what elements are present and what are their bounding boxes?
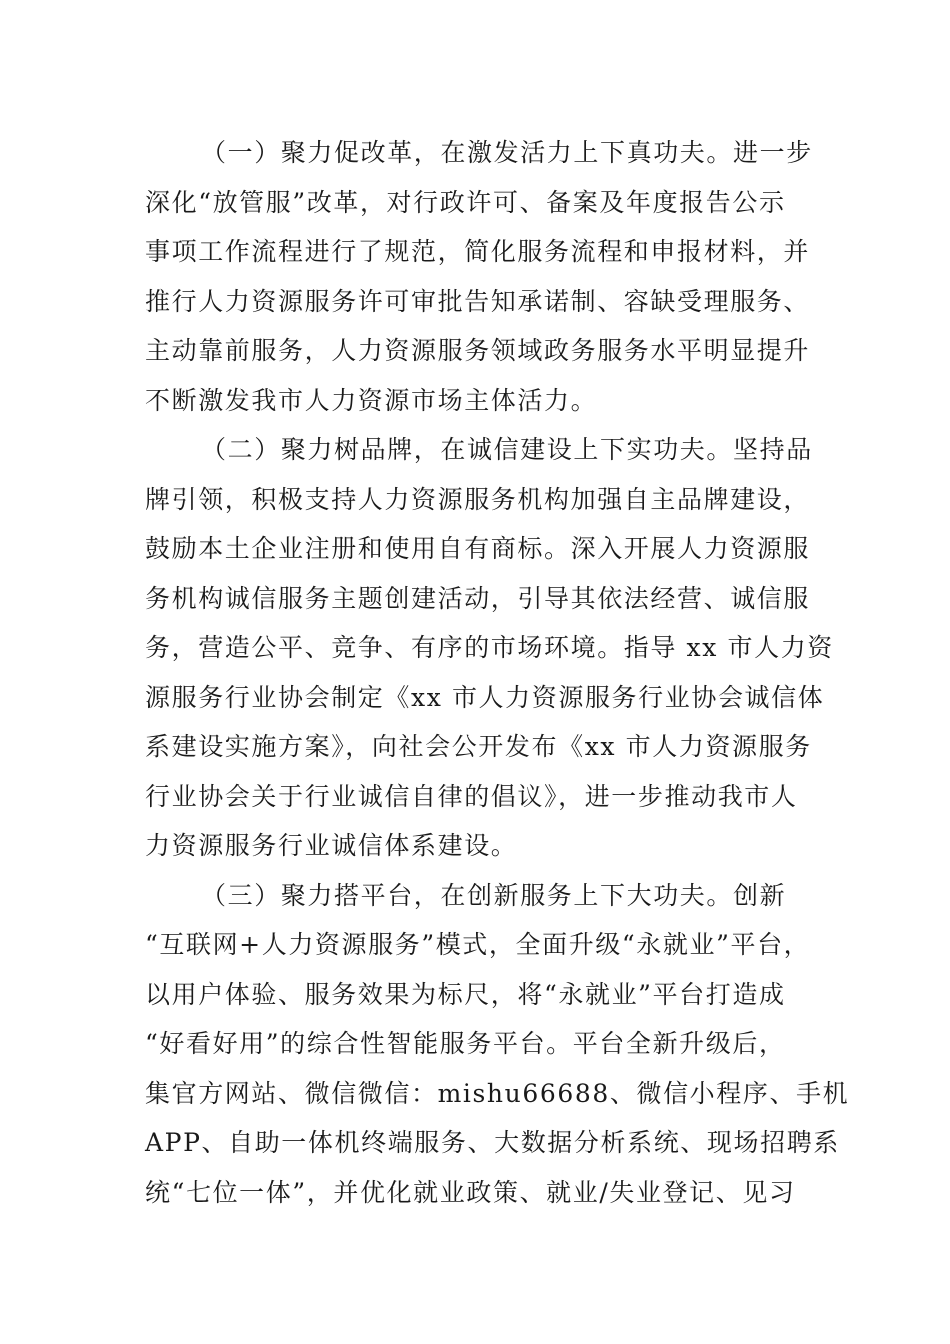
paragraph-1: [145, 128, 815, 425]
text-line: 集官方网站、微信微信：mishu66688、微信小程序、手机: [145, 1078, 850, 1108]
paragraph-2: [145, 425, 834, 871]
text-line: 行业协会关于行业诚信自律的倡议》，进一步推动我市人: [145, 781, 798, 811]
text-line: 以用户体验、服务效果为标尺，将“永就业”平台打造成: [145, 979, 786, 1009]
text-line: 务机构诚信服务主题创建活动，引导其依法经营、诚信服: [145, 583, 811, 613]
text-line: 深化“放管服”改革，对行政许可、备案及年度报告公示: [145, 187, 786, 217]
text-line: 系建设实施方案》，向社会公开发布《xx 市人力资源服务: [145, 732, 812, 761]
text-line: （一）聚力促改革，在激发活力上下真功夫。进一步: [201, 138, 813, 167]
text-line: 力资源服务行业诚信体系建设。: [145, 831, 518, 860]
document-body: [145, 128, 850, 1217]
paragraph-3: [145, 871, 850, 1218]
text-line: 牌引领，积极支持人力资源服务机构加强自主品牌建设，: [145, 484, 811, 514]
text-line: 源服务行业协会制定《xx 市人力资源服务行业协会诚信体: [145, 682, 825, 712]
text-line: 不断激发我市人力资源市场主体活力。: [145, 385, 598, 415]
text-line: （二）聚力树品牌，在诚信建设上下实功夫。坚持品: [201, 435, 813, 464]
text-line: 推行人力资源服务许可审批告知承诺制、容缺受理服务、: [145, 286, 811, 316]
text-line: 事项工作流程进行了规范，简化服务流程和申报材料，并: [145, 237, 811, 266]
text-line: 务，营造公平、竞争、有序的市场环境。指导 xx 市人力资: [145, 633, 834, 662]
text-line: “互联网+人力资源服务”模式，全面升级“永就业”平台，: [145, 930, 811, 959]
text-line: 鼓励本土企业注册和使用自有商标。深入开展人力资源服: [145, 534, 811, 563]
text-line: 主动靠前服务，人力资源服务领域政务服务水平明显提升: [145, 336, 811, 365]
text-line: APP、自助一体机终端服务、大数据分析系统、现场招聘系: [145, 1128, 840, 1157]
text-line: 统“七位一体”，并优化就业政策、就业/失业登记、见习: [145, 1177, 796, 1207]
text-line: （三）聚力搭平台，在创新服务上下大功夫。创新: [201, 880, 787, 910]
text-line: “好看好用”的综合性智能服务平台。平台全新升级后，: [145, 1029, 786, 1058]
